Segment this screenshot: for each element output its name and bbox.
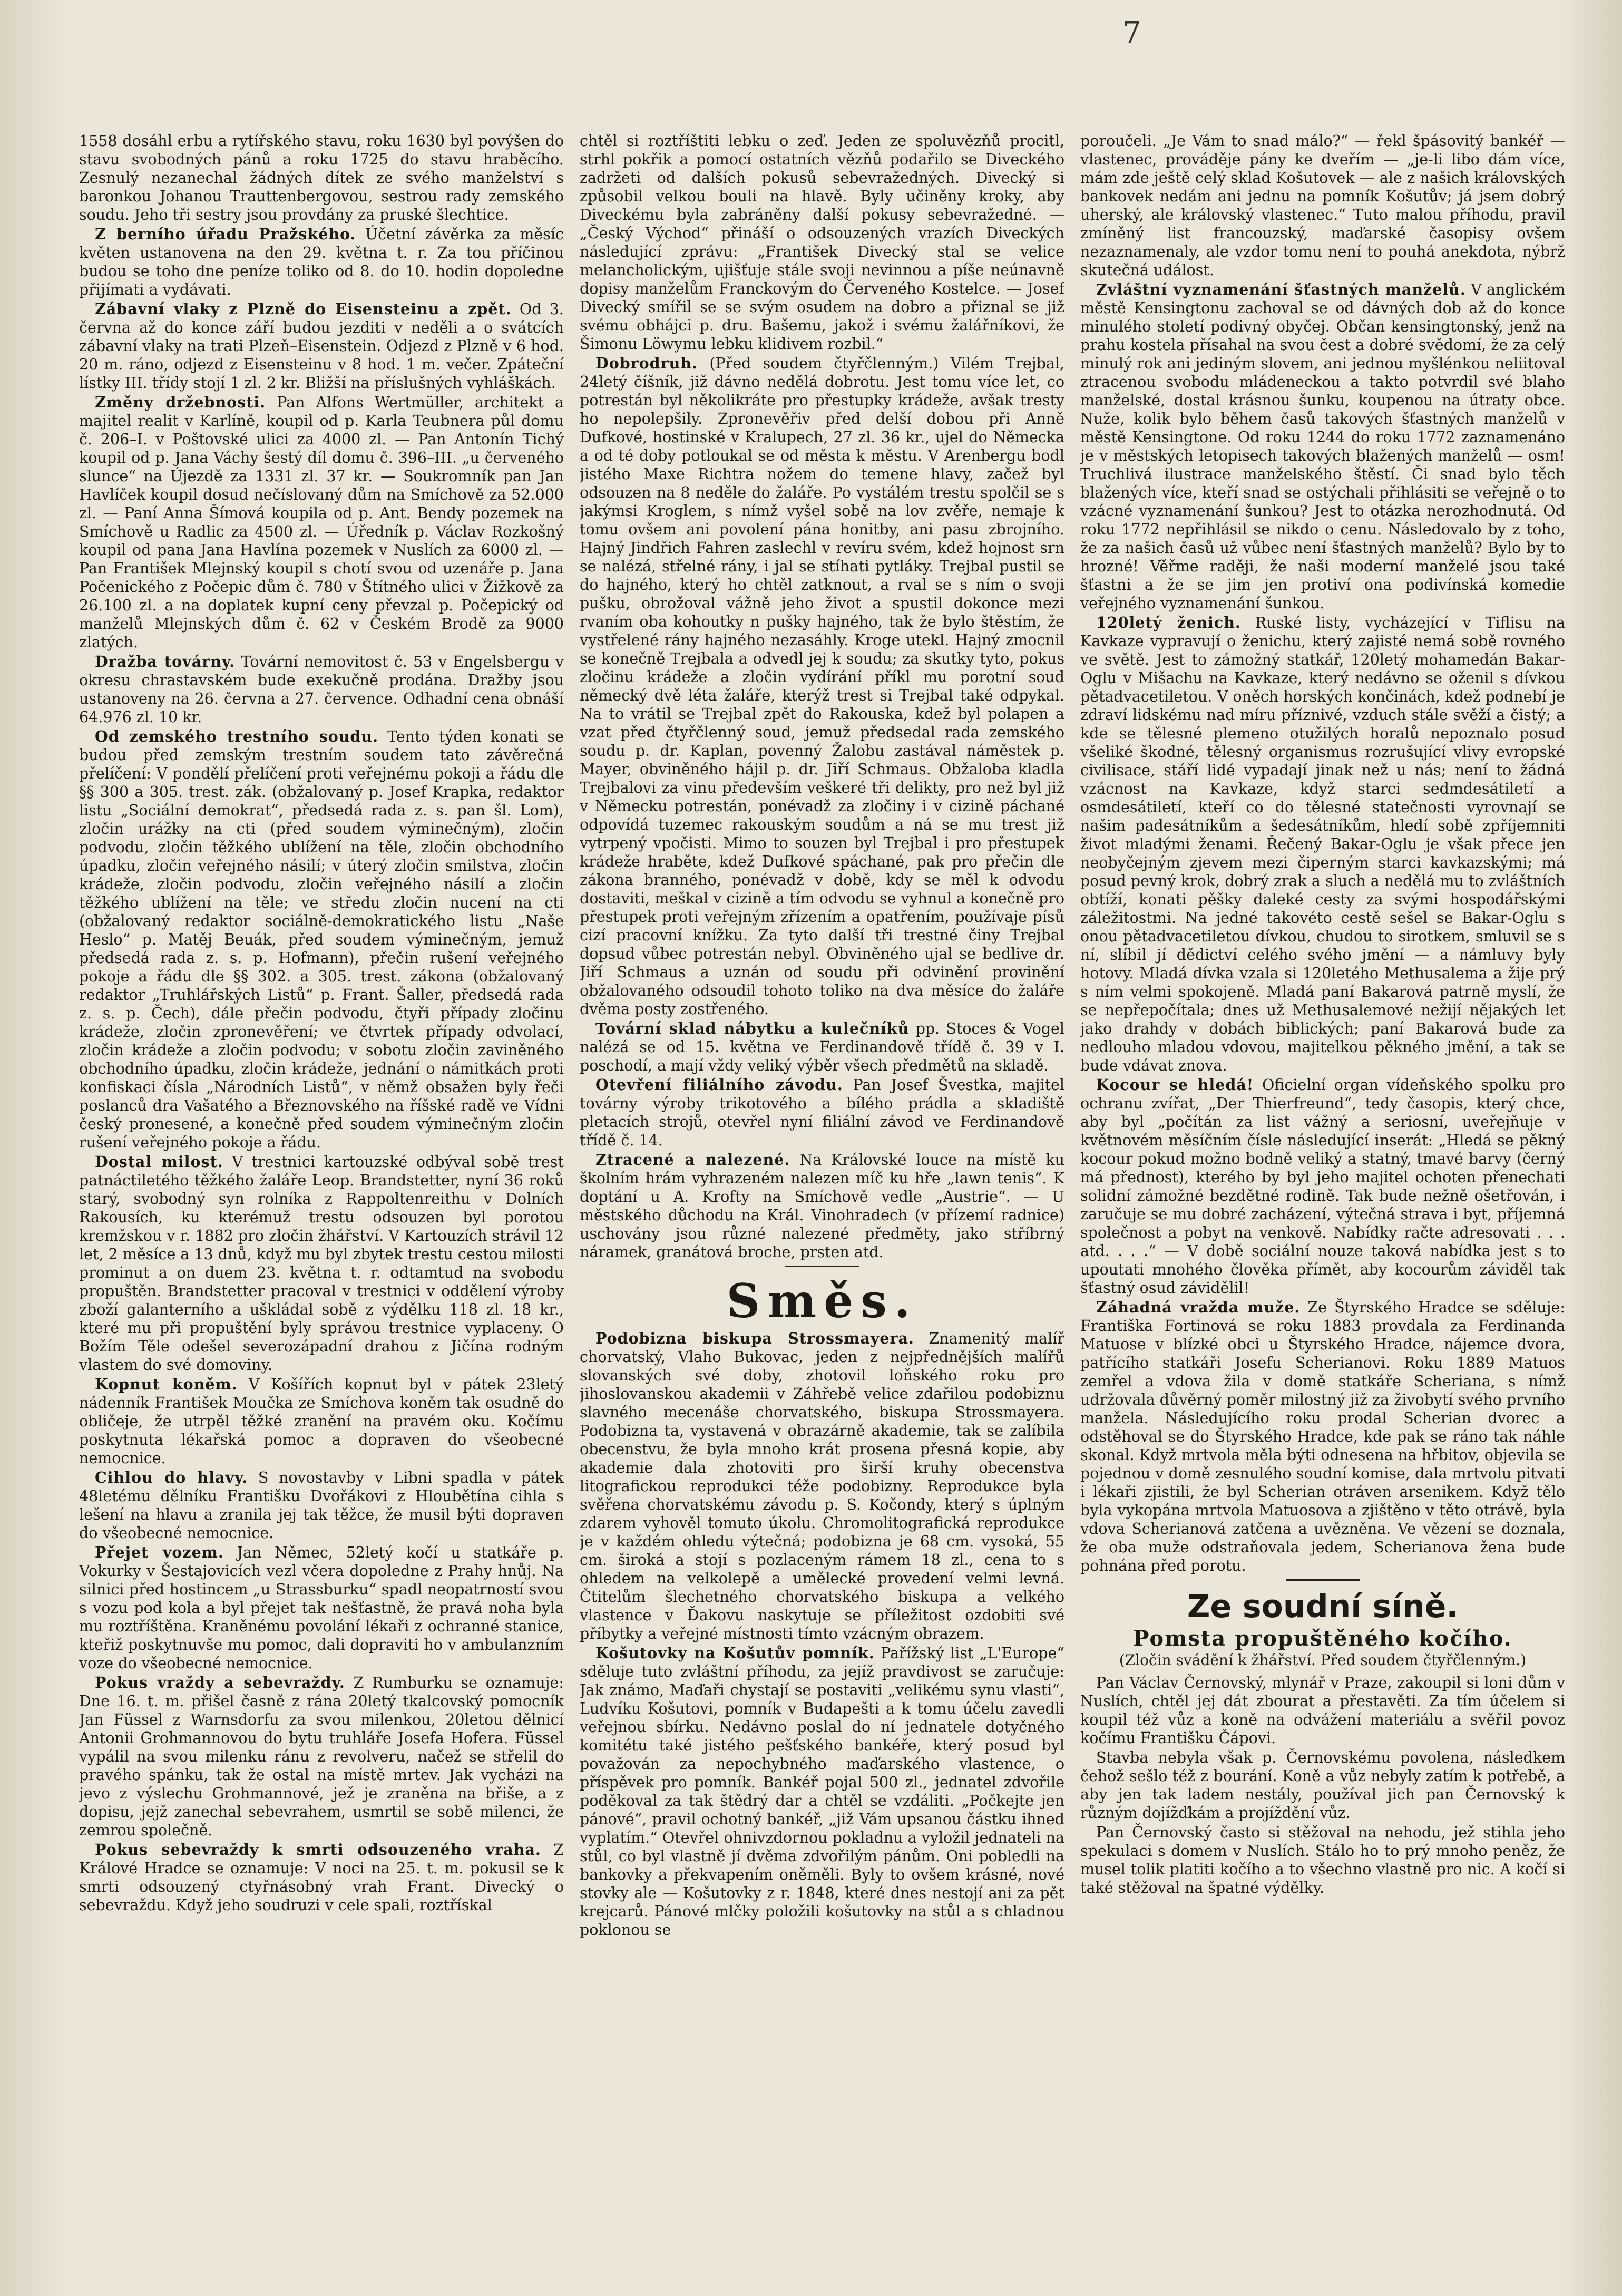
article-headline: Cihlou do hlavy. xyxy=(95,1468,248,1486)
article-text: chtěl si roztříštiti lebku o zeď. Jeden ze spoluvězňů procitl, strhl pokřik a pomocí ostatních vězňů podařilo se Diveckého zadržeti od dalších pokusů sebevražedných. Divecký si způsobil velkou bouli na hlavě. Byly učiněny kroky, aby Diveckému byla zabráněny další pokusy sebevražedné. — „Český Východ“ přináší o odsouzených vrazích Diveckých následující zprávu: „František Divecký stal se velice melancholickým, ujišťuje stále svoji nevinnou a píše neúnavně dopisy manželům Franckovým do Červeného Kostelce. — Josef Divecký smířil se se svým osudem na dobro a přiznal se již svému obhájci p. dru. Bašemu, jakož i svému žalářníkovi, že Šimonu Löwymu lebku klidivem rozbil.“ xyxy=(580,132,1064,353)
article-text: S novostavby v Libni spadla v pátek 48letému dělníku Františku Dvořákovi z Hloubětína cihla s lešení na hlavu a zranila jej tak těžce, že musil býti dopraven do všeobecné nemocnice. xyxy=(79,1469,564,1542)
section-title: Ze soudní síně. xyxy=(1187,1588,1459,1625)
article-headline: Kocour se hledá! xyxy=(1096,1076,1254,1094)
article xyxy=(79,1468,564,1542)
article xyxy=(79,300,564,392)
article-text: Ruské listy, vycházející v Tiflisu na Kavkaze vypravují o ženichu, který zajisté nemá sobě rovného ve světě. Jest to zámožný statkář, 120letý mohamedán Bakar-Oglu v Mišachu na Kavkaze, který nedávno se oženil s dívkou pětadvacetiletou. V oněch horských končinách, kdež podnebí je zdraví lidskému nad míru příznivé, vzduch stále svěží a čistý; a kde se tělesné plemeno otužilých horalů nepoznalo posud všeliké škodné, tělesný organismus rozrušující vlivy evropské civilisace, stáří lidé vypadají jinak než u nás; není to žádná vzácnost na Kavkaze, když starci sedmdesátiletí a osmdesátiletí, kteří co do tělesné statečnosti vyrovnají se našim padesátníkům a šedesátníkům, hledí sobě zpříjemniti život mladými ženami. Řečený Bakar-Oglu je však přece jen neobyčejným zjevem mezi čiperným starci kavkazskými; má posud pevný krok, dobrý zrak a sluch a nedělá mu to zvláštních obtíží, konati pěšky daleké cesty za svými hospodářskými záležitostmi. Na jedné takovéto cestě sešel se Bakar-Oglu s onou pětadvacetiletou dívkou, chudou to sirotkem, smluvil se s ní, slíbil jí dědictví celého svého jmění — a námluvy byly hotovy. Mladá dívka vzala si 120letého Methusalema a žije prý s ním velmi spokojeně. Mladá paní Bakarová patrně myslí, že se nepřepočítala; dnes už Methusalemové nežijí nějakých let jako drahdy v dobách biblických; paní Bakarová bude za nedlouho mladou vdovou, majitelkou pěkného jmění, a tak se bude vdávat znova. xyxy=(1080,614,1565,1074)
article-text: V trestnici kartouzské odbýval sobě trest patnáctiletého těžkého žaláře Leop. Brandstetter, nyní 36 roků starý, svobodný syn rolníka z Rappoltenreithu v Dolních Rakousích, ku kterémuž trestu odsouzen byl porotou kremžskou v r. 1882 pro zločin žhářství. V Kartouzích strávil 12 let, 2 měsíce a 13 dnů, když mu byl zbytek trestu cestou milosti prominut a on duem 23. května t. r. odtamtud na svobodu propuštěn. Brandstetter pracoval v trestnici v oddělení výroby zboží galanterního a uškládal sobě z výdělku 118 zl. 18 kr., které mu při propuštění byly správou trestnice vyplaceny. O Božím Těle odešel severozápadní drahou z Jičína rodným vlastem do své domoviny. xyxy=(79,1153,564,1374)
article xyxy=(1080,280,1565,612)
article xyxy=(79,1153,564,1374)
article xyxy=(79,1543,564,1672)
article-headline: Změny držebnosti. xyxy=(95,393,266,411)
article-headline: Ztracené a nalezené. xyxy=(595,1151,790,1169)
article-text: Pařížský list „L'Europe“ sděluje tuto zvláštní příhodu, za jejíž pravdivost se zaručuje: Jak známo, Maďaři chystají se postaviti „velikému synu vlasti“, Ludvíku Košutovi, pomník v Budapešti a k tomu účelu zavedli veřejnou sbírku. Nedávno poslal do ní jednatele dotyčného komitétu také jistého pešťského bankéře, který posud byl považován za nepochybného maďarského vlastence, o příspěvek pro pomník. Bankéř pojal 500 zl., jednatel zdvořile poděkoval za tak štědrý dar a chtěl se vzdáliti. „Počkejte jen pánové“, pravil ochotný bankéř, „již Vám upsanou částku ihned vyplatím.“ Otevřel ohnivzdornou pokladnu a vyložil jednateli na stůl, co byl vlastně jí dvěma zdvořilým pánům. Oni pobledli na bankovky a překvapením oněměli. Byly to ovšem krásné, nové stovky ale — Košutovky z r. 1848, které dnes nestojí ani za pět krejcarů. Pánové mlčky položili košutovky na stůl a s chladnou poklonou se xyxy=(580,1645,1064,1939)
article-headline: Z berního úřadu Pražského. xyxy=(95,225,356,243)
article xyxy=(79,1375,564,1467)
article-headline: Dražba továrny. xyxy=(95,653,236,670)
article-headline: Záhadná vražda muže. xyxy=(1096,1298,1301,1316)
article-headline: Zábavní vlaky z Plzně do Eisensteinu a zpět. xyxy=(95,300,512,318)
page-number: 7 xyxy=(1122,16,1141,50)
article-text: Pan Václav Černovský, mlynář v Praze, zakoupil si loni dům v Nuslích, chtěl jej dát zbourat a přestavěti. Za tím účelem si koupil též vůz a koně na odvážení materiálu a svěřil povoz kočímu Františku Čápovi. xyxy=(1080,1674,1565,1747)
article xyxy=(580,1644,1064,1939)
text-columns xyxy=(79,132,1585,2235)
article-text: Ze Štyrského Hradce se sděluje: Františka Fortinová se roku 1883 provdala za Ferdinanda Matuose v blízké obci u Štyrského Hradce, nájemce dvora, patřícího statkáři Josefu Scherianovi. Roku 1889 Matuos zemřel a vdova žila v domě statkáře Scheriana, s nímž udržovala důvěrný poměr milostný již za živobytí svého prvního manžela. Následujícího roku prodal Scherian dvorec a odstěhoval se do Štyrského Hradce, kde pak se ráno tak náhle skonal. Když mrtvola měla býti odnesena na hřbitov, objevila se pojednou v domě zesnulého soudní komise, dala mrtvolu pitvati i lékaři zjistili, že byl Scherian otráven arsenikem. Když tělo byla vykopána mrtvola Matuosova a zjištěno v těto otrávě, byla vdova Scherianová zatčena a uvězněna. Ve vězení se doznala, že oba muže odstraňovala jedem, Scherianova žena bude pohnána před porotu. xyxy=(1080,1299,1565,1574)
article-headline: Otevření filiálního závodu. xyxy=(595,1076,843,1094)
article xyxy=(79,225,564,299)
article-headline: Pokus vraždy a sebevraždy. xyxy=(95,1674,345,1691)
article-text: V anglickém městě Kensingtonu zachoval se od dávných dob až do konce minulého století podivný obyčej. Občan kensingtonský, jenž na prahu kostela přísahal na svou čest a dobré svědomí, že za celý minulý rok ani jediným slovem, ani jednou myšlénkou neliitoval ztracenou svobodu mládeneckou a takto potvrdil své blaho manželské, dostal krásnou šunku, koupenou na útraty obce. Nuže, kolik bylo během časů takových šťastných manželů v městě Kensingtone. Od roku 1244 do roku 1772 zaznamenáno je v městských letopisech takových blažených manželů — osm! Truchlivá ilustrace manželského štěstí. Či snad bylo těch blažených více, kteří snad se ostýchali přihlásiti se veřejně o to vzácné vyznamenání šunkou? Jest to otázka nerozhodnutá. Od roku 1772 nepřihlásil se nikdo o cenu. Následovalo by z toho, že za našich časů už vůbec není šťastných manželů? Bylo by to hrozné! Věřme raději, že naši moderní manželé jsou také šťastni a že se jim jen protiví ona podivínská komedie veřejného vyznamenání šunkou. xyxy=(1080,281,1565,612)
article-text: Tento týden konati se budou před zemským trestním soudem tato závěrečná přelíčení: V pondělí přelíčení proti veřejnému pokoji a řádu dle §§ 300 a 305. trest. zák. (obžalovaný p. Josef Krapka, redaktor listu „Sociální demokrat“, předsedá rada z. s. pan šl. Lom), zločin urážky na cti (před soudem výminečným), zločin podvodu, zločin těžkého ublížení na těle, zločin obchodního úpadku, zločin veřejného násilí; v úterý zločin smilstva, zločin krádeže, zločin podvodu, zločin veřejného násilí a zločin těžkého ublížení na těle; ve středu zločin nucení na cti (obžalovaný redaktor sociálně-demokratického listu „Naše Heslo“ p. Matěj Beuák, před soudem výminečným, jemuž předsedá rada z. s. p. Hofmann), přečin rušení veřejného pokoje a řádu dle §§ 302. a 305. trest. zákona (obžalovaný redaktor „Truhlářských Listů“ p. Frant. Šaller, předsedá rada z. s. p. Čech), dále přečin podvodu, čtyři případy zločinu krádeže, zločin zpronevěření; ve čtvrtek případy odvolací, zločin krádeže a zločin podvodu; v sobotu zločin zaviněného obchodního úpadku, zločin krádeže, jednání o námitkách proti konfiskaci čísla „Národních Listů“, v němž obsažen byly řeči poslanců dra Vašatého a Březnovského na říšské radě ve Vídni český pronesené, a konečně před soudem výminečným zločin rušení veřejného pokoje a řádu. xyxy=(79,728,564,1151)
article xyxy=(79,393,564,651)
article xyxy=(580,1076,1064,1150)
article-headline: Košutovky na Košutův pomník. xyxy=(595,1644,875,1662)
article-text: Znamenitý malíř chorvatský, Vlaho Bukovac, jeden z nejpřednějších malířů slovanských své doby, zhotovil loňského roku pro jihoslovanskou akademii v Záhřebě velice zdařilou podobiznu slavného mecenáše chorvatského, biskupa Strossmayera. Podobizna ta, vystavená v obrazárně akademie, tak se zalíbila obecenstvu, že byla mnoho krát prosena přesná kopie, aby akademie dala zhotoviti pro širší kruhy obecenstva litografickou reprodukci téže podobizny. Reprodukce byla svěřena chorvatskému závodu p. S. Kočondy, který s úplným zdarem vyhověl tomuto úkolu. Chromolitografická reprodukce je v každém ohledu výtečná; podobizna je 68 cm. vysoká, 55 cm. široká a stojí s pozlaceným rámem 18 zl., cena to s ohledem na velkolepě a umělecké provedení velmi levná. Čtitelům šlechetného chorvatského biskupa a velkého vlastence v Ďakovu naskytuje se příležitost ozdobiti své příbytky a veřejné místnosti tímto vzácným obrazem. xyxy=(580,1330,1064,1642)
article xyxy=(79,653,564,726)
article-text: Pan Alfons Wertmüller, architekt a majitel realit v Karlíně, koupil od p. Karla Teubnera půl domu č. 206–I. v Poštovské ulici za 4000 zl. — Pan Antonín Tichý koupil od p. Jana Váchy šestý díl domu č. 396–III. „u červeného slunce“ na Újezdě za 1331 zl. 37 kr. — Soukromník pan Jan Havlíček koupil dosud nečíslovaný dům na Smíchově za 52.000 zl. — Paní Anna Šímová koupila od p. Ant. Bendy pozemek na Smíchově u Radlic za 4500 zl. — Úředník p. Václav Rozkošný koupil od pana Jana Havlína pozemek v Nuslích za 6000 zl. — Pan František Mlejnský koupil s chotí svou od uzenáře p. Jana Počenického z Počepic dům č. 780 v Štítného ulici v Žižkově za 26.100 zl. a na doplatek kupní ceny převzal p. Počepický od manželů Mlejnských dům č. 62 v Českém Brodě za 9000 zlatých. xyxy=(79,394,564,651)
article-headline: Tovární sklad nábytku a kulečníků xyxy=(595,1019,910,1037)
article-headline: Pomsta propuštěného kočího. xyxy=(1133,1626,1512,1651)
article xyxy=(1080,1298,1565,1575)
section-title: Směs. xyxy=(726,1273,918,1328)
article xyxy=(1080,1076,1565,1297)
article xyxy=(79,727,564,1152)
article-headline: Zvláštní vyznamenání šťastných manželů. xyxy=(1096,280,1466,298)
article-text: 1558 dosáhl erbu a rytířského stavu, roku 1630 byl povýšen do stavu svobodných pánů a roku 1725 do stavu hraběcího. Zesnulý nezanechal žádných dítek ze svého manželství s baronkou Johanou Trauttenbergovou, sestrou rady zemského soudu. Jeho tři sestry jsou provdány za pruské šlechtice. xyxy=(79,132,564,223)
article-headline: Dobrodruh. xyxy=(595,354,698,372)
article-headline: 120letý ženich. xyxy=(1096,614,1241,631)
article-text: pp. Stoces & Vogel nalézá se od 15. května ve Ferdinandově třídě č. 39 v I. poschodí, a mají vždy veliký výběr všech předmětů na skladě. xyxy=(580,1020,1064,1074)
section-divider xyxy=(1286,1579,1360,1581)
section-divider xyxy=(785,1266,859,1267)
article-headline: Dostal milost. xyxy=(95,1153,223,1171)
article xyxy=(79,1841,564,1914)
article-headline: Podobizna biskupa Strossmayera. xyxy=(595,1329,914,1347)
article-headline: Přejet vozem. xyxy=(95,1543,224,1561)
article xyxy=(79,1674,564,1840)
article-text: Stavba nebyla však p. Černovskému povolena, následkem čehož sešlo též z bourání. Koně a vůz nebyly zatím k potřebě, a aby jen tak ladem nestály, používal jich pan Černovský k různým dojížďkám a projíždění vůz. xyxy=(1080,1749,1565,1822)
article xyxy=(580,1151,1064,1261)
column-2 xyxy=(580,132,1064,2235)
article xyxy=(580,1329,1064,1643)
article-headline: Kopnut koněm. xyxy=(95,1375,238,1393)
article xyxy=(580,1019,1064,1075)
article-text: Jan Němec, 52letý kočí u statkáře p. Vokurky v Šestajovicích vezl včera dopoledne z Prahy hnůj. Na silnici před hostincem „u Strassburku“ spadl neopatrností svou s vozu pod kola a byl přejet tak nešťastně, že pravá noha byla mu roztříštěna. Kraněnému povolání lékaři z ochranné stanice, kteřiž poskytnuvše mu pomoc, dali dopraviti ho v ambulanzním voze do všeobecné nemocnice. xyxy=(79,1544,564,1672)
article-text: Od 3. června až do konce září budou jezditi v neděli a o svátcích zábavní vlaky na trati Plzeň–Eisenstein. Odjezd z Plzně v 6 hod. 20 m. ráno, odjezd z Eisensteinu v 8 hod. 1 m. večer. Zpáteční lístky III. třídy stojí 1 zl. 2 kr. Bližší na příslušných vyhláškách. xyxy=(79,300,564,392)
article-headline: Pokus sebevraždy k smrti odsouzeného vraha. xyxy=(95,1841,541,1859)
article-text: Tovární nemovitost č. 53 v Engelsbergu v okresu chrastavském bude exekučně prodána. Dražby jsou ustanoveny na 26. června a 27. července. Odhadní cena obnáší 64.976 zl. 10 kr. xyxy=(79,653,564,726)
article-headline: Od zemského trestního soudu. xyxy=(95,727,378,745)
article-text: Pan Josef Švestka, majitel továrny výroby trikotového a bílého prádla a skladiště pletacích strojů, otevřel nyní filiální závod ve Ferdinandově třídě č. 14. xyxy=(580,1076,1064,1149)
article-text: Z Králové Hradce se oznamuje: V noci na 25. t. m. pokusil se k smrti odsouzený ctyřnásobný vrah Frant. Divecký o sebevraždu. Když jeho soudruzi v cele spali, roztřískal xyxy=(79,1841,564,1914)
article xyxy=(580,354,1064,1018)
article-text: Na Královské louce na místě ku školním hrám vyhrazeném nalezen míč ku hře „lawn tenis“. K doptání u A. Krofty na Smíchově vedle „Austrie“. — U městského důchodu na Král. Vinohradech (v přízemí radnice) uschovány jsou různé nalezené předměty, jako stříbrný náramek, granátová broche, prsten atd. xyxy=(580,1151,1064,1261)
article-text: V Košířích kopnut byl v pátek 23letý nádenník František Moučka ze Smíchova koněm tak osudně do obličeje, že utrpěl těžké zranění na pravém oku. Kočímu poskytnuta lékařská pomoc a dopraven do všeobecné nemocnice. xyxy=(79,1376,564,1467)
column-3 xyxy=(1080,132,1565,2235)
article-text: Pan Černovský často si stěžoval na nehodu, jež stihla jeho spekulaci s domem v Nuslích. Stálo ho to prý mnoho peněz, že musel tolik platiti kočího a to všechno vlastně pro nic. A kočí si také stěžoval na špatné výdělky. xyxy=(1080,1824,1565,1896)
article-subheadline: (Zločin svádění k žhářství. Před soudem čtyřčlenným.) xyxy=(1119,1651,1527,1669)
article-text: Účetní závěrka za měsíc květen ustanovena na den 29. května t. r. Za tou příčinou budou se toho dne peníze toliko od 8. do 10. hodin dopoledne přijímati a vydávati. xyxy=(79,226,564,298)
article-text: poroučeli. „Je Vám to snad málo?“ — řekl špásovitý bankéř — vlastenec, prováděje pány ke dveřím — „je-li libo dám více, mám zde ještě celý sklad Košutovek — ale z našich královských bankovek nedám ani jednu na pomník Košutův; já jsem dobrý uherský, ale královský vlastenec.“ Tuto malou příhodu, pravil zmíněný list francouzský, maďarské časopisy ovšem nezaznamenaly, ale vzdor tomu není to pouhá anekdota, nýbrž skutečná událost. xyxy=(1080,132,1565,279)
article-text: Z Rumburku se oznamuje: Dne 16. t. m. přišel časně z rána 20letý tkalcovský pomocník Jan Füssel z Warnsdorfu za svou milenkou, 20letou dělnicí Antonii Grohmannovou do bytu truhláře Josefa Hofera. Füssel vypálil na svou milenku ránu z revolveru, načež se střelil do pravého spánku, tak že ostal na místě mrtev. Jak vycházi na jevo z výslechu Grohmannové, jež je zraněna na břiše, a z dopisu, jejž zanechal sebevrahem, usmrtil se sobě milenci, že zemrou společně. xyxy=(79,1674,564,1839)
article-text: Oficielní organ vídeňského spolku pro ochranu zvířat, „Der Thierfreund“, tedy časopis, který chce, aby byl „počítán za list vážný a seriosní, uveřejňuje v květnovém měsíčním čísle následující inserát: „Hledá se pěkný kocour pokud možno bodně veliký a statný, tmavé barvy (černý má přednost), kterého by byl jeho majitel ochoten přenechati solidní zámožné bezdětné rodině. Tak bude nežně ošetřován, i zaručuje se mu dobré zacházení, výtečná strava i byt, příjemná společnost a pobyt na venkově. Nabídky račte adresovati . . . atd. . . .“ — V době sociální nouze taková nabídka jest s to upoutati mnohého člověka přímět, aby kocourům záviděl tak šťastný osud závidělil! xyxy=(1080,1076,1565,1297)
article xyxy=(1080,614,1565,1075)
column-1 xyxy=(79,132,564,2235)
article-text: (Před soudem čtyřčlenným.) Vilém Trejbal, 24letý číšník, již dávno nedělá dobrotu. Jest tomu více let, co potrestán byl několikráte pro přestupky krádeže, avšak tresty ho nepolepšily. Zpronevěřiv před delší dobou při Anně Dufkové, hostinské v Kralupech, 27 zl. 36 kr., ujel do Německa a od té doby potloukal se od města k městu. V Arenbergu bodl jistého Maxe Richtra nožem do temene hlavy, začež byl odsouzen na 8 neděle do žaláře. Po vystálém trestu spolčil se s jakýmsi Kroglem, s nímž vyšel sobě na lov zvěře, nemaje k tomu ovšem ani povolení pána honitby, ani pasu zbrojního. Hajný Jindřich Fahren zaslechl v revíru svém, kdež hojnost srn se nalézá, střelné rány, i jal se stíhati pytláky. Trejbal pustil se do hajného, který ho chtěl zatknout, a rval se s ním o svoji pušku, obrožoval vážně jeho život a spustil dokonce mezi rvaním oba kohoutky n pušky hajného, tak že bylo štěstím, že vystřelené rány hajného nezasáhly. Kroge utekl. Hajný zmocnil se konečně Trejbala a odvedl jej k soudu; za skutky tyto, pokus zločinu krádeže a zločin vydírání příkl mu porotní soud německý dvě léta žaláře, kterýž trest si Trejbal také odpykal. Na to vrátil se Trejbal zpět do Rakouska, kdež byl polapen a vzat před čtyřčlenný soud, jemuž předsedal rada zemského soudu p. dr. Kaplan, povenný Žalobu zastával náměstek p. Mayer, obviněného hájil p. dr. Jiří Schmaus. Obžaloba kladla Trejbalovi za vinu především veškeré tři delikty, pro než byl již v Německu potrestán, ponévadž za zločiny i v cizině páchané odpovídá tuzemec rakouským soudům a ná se mu trest již vytrpený vpočisti. Mimo to souzen byl Trejbal i pro přestupek krádeže hraběte, kdež Dufkové spáchané, pak pro přečin dle zákona branného, ponévadž v době, kdy se měl k odvodu dostaviti, meškal v cizině a tím odvodu se vyhnul a konečně pro přestupek proti veřejným zřízením a opatřením, používaje písů cizí pracovní knížku. Za tyto další tři trestné činy Trejbal dopsud vůbec potrestán nebyl. Obviněného ujal se bedlive dr. Jiří Schmaus a uznán od soudu při odvinění provinění obžalovaného odsoudil tohoto toliko na dva měsíce do žaláře dvěma posty zostřeného. xyxy=(580,355,1064,1018)
